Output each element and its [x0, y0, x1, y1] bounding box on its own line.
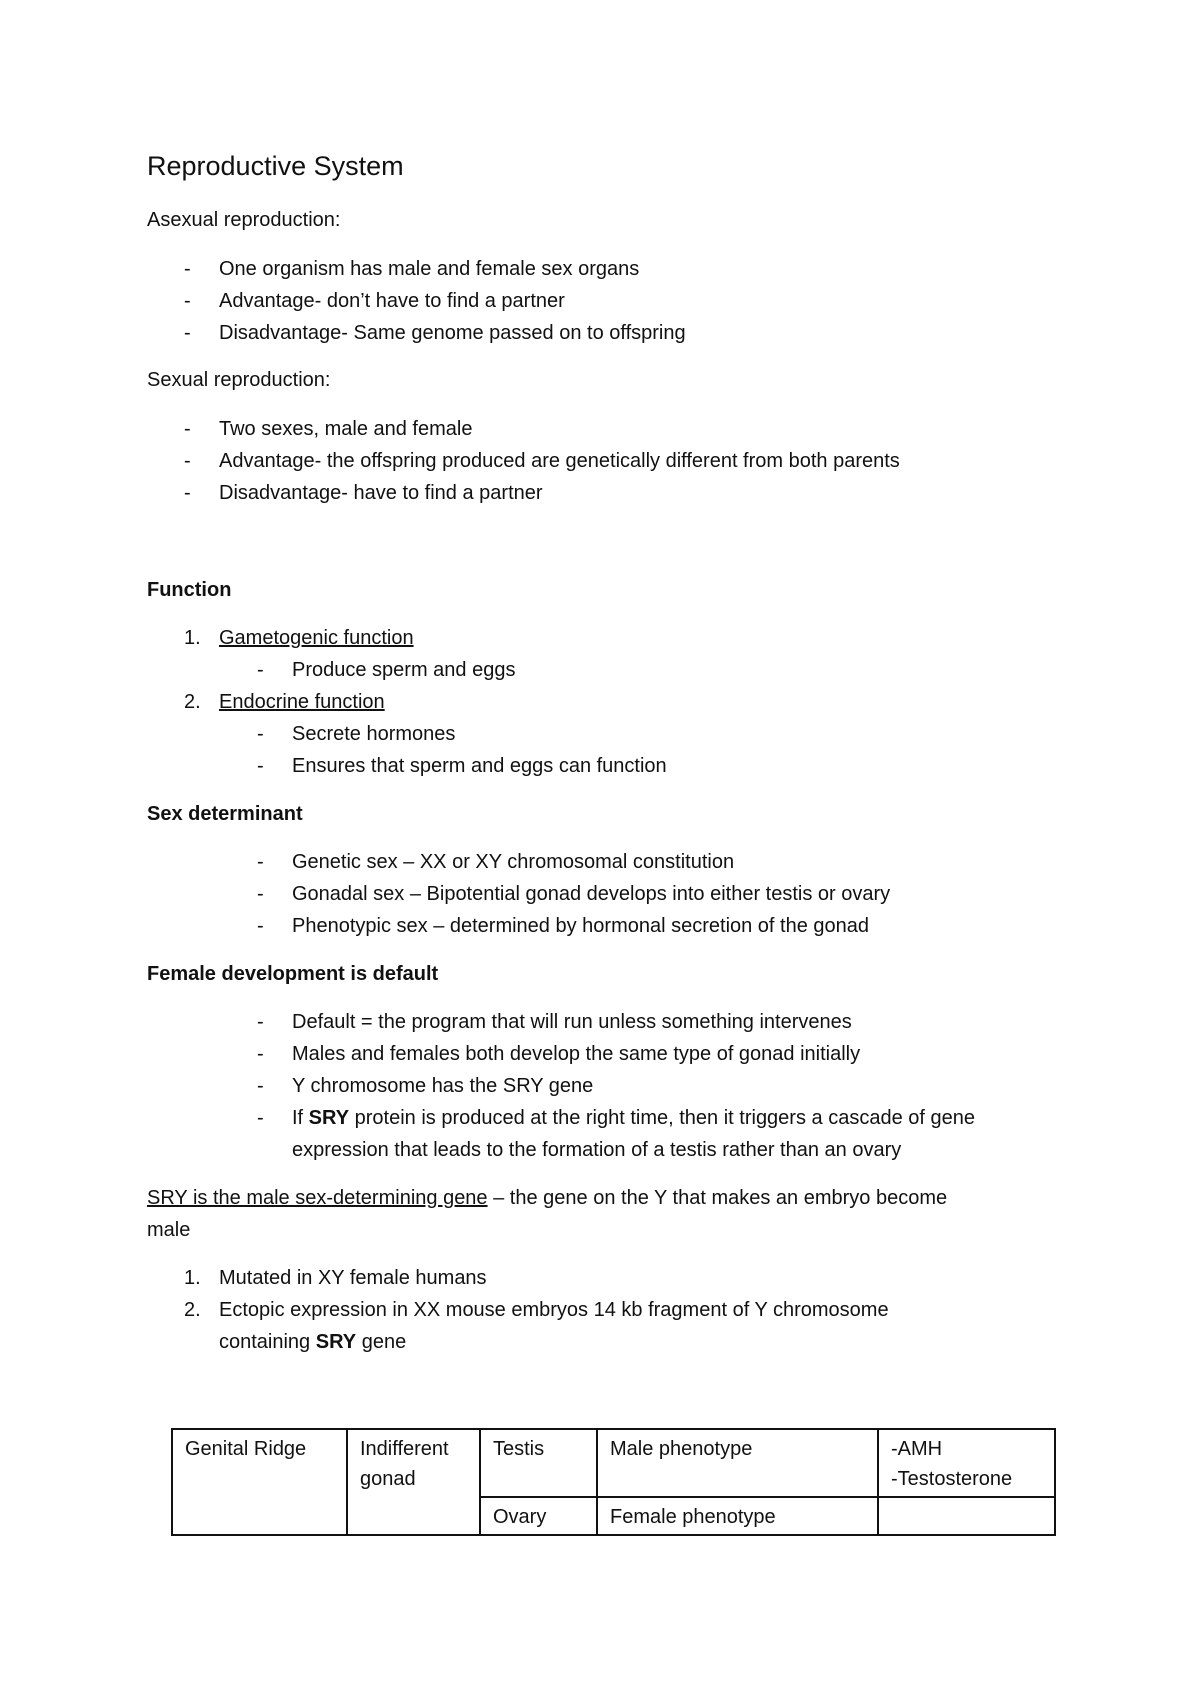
female-default-heading: Female development is default: [147, 963, 439, 985]
list-item: Advantage- don’t have to find a partner: [219, 290, 565, 312]
list-dash: -: [257, 755, 264, 777]
list-item: Y chromosome has the SRY gene: [292, 1075, 594, 1097]
text-run: containing: [219, 1331, 316, 1353]
sry-term: SRY: [315, 1331, 357, 1353]
list-item: Genetic sex – XX or XY chromosomal constitution: [292, 851, 735, 873]
list-dash: -: [257, 659, 264, 681]
list-item: Phenotypic sex – determined by hormonal secretion of the gonad: [292, 915, 870, 937]
sry-heading: [147, 1188, 947, 1208]
list-item: Secrete hormones: [292, 723, 456, 745]
text-run: If: [292, 1107, 309, 1129]
sry-heading-rest: – the gene on the Y that makes an embryo become: [487, 1187, 948, 1209]
table-row: [172, 1429, 1055, 1497]
text-run: protein is produced at the right time, then it triggers a cascade of gene: [349, 1107, 975, 1129]
text-run: gene: [356, 1331, 407, 1353]
table-cell: Genital Ridge: [172, 1429, 347, 1535]
sex-determinant-heading: Sex determinant: [147, 803, 303, 825]
table-cell: Testis: [480, 1429, 597, 1497]
sexual-heading: Sexual reproduction:: [147, 369, 331, 391]
list-number: 1.: [184, 1267, 201, 1289]
list-item-continuation: [219, 1332, 406, 1352]
list-number: 2.: [184, 691, 201, 713]
table-cell: [878, 1497, 1055, 1535]
list-item: Males and females both develop the same type of gonad initially: [292, 1043, 861, 1065]
sry-heading-underlined: SRY is the male sex-determining gene: [147, 1187, 488, 1209]
list-dash: -: [257, 883, 264, 905]
list-item: Two sexes, male and female: [219, 418, 473, 440]
list-dash: -: [257, 851, 264, 873]
list-number: 2.: [184, 1299, 201, 1321]
hormone-amh: -AMH: [891, 1438, 943, 1460]
table-cell: Female phenotype: [597, 1497, 878, 1535]
sry-term: SRY: [308, 1107, 350, 1129]
function-heading: Function: [147, 579, 232, 601]
list-dash: -: [257, 1107, 264, 1129]
list-dash: -: [184, 418, 191, 440]
list-item: Disadvantage- have to find a partner: [219, 482, 543, 504]
table-cell: Male phenotype: [597, 1429, 878, 1497]
list-dash: -: [184, 482, 191, 504]
list-item: Ensures that sperm and eggs can function: [292, 755, 667, 777]
list-item-continuation: expression that leads to the formation of a testis rather than an ovary: [292, 1139, 902, 1161]
table-cell: Ovary: [480, 1497, 597, 1535]
sry-heading-line2: male: [147, 1219, 191, 1241]
list-item: Disadvantage- Same genome passed on to offspring: [219, 322, 686, 344]
list-item: Gonadal sex – Bipotential gonad develops into either testis or ovary: [292, 883, 891, 905]
list-item: Advantage- the offspring produced are genetically different from both parents: [219, 450, 900, 472]
development-table: [171, 1428, 1056, 1536]
list-item: [292, 1108, 975, 1128]
list-dash: -: [184, 450, 191, 472]
table-cell: [878, 1429, 1055, 1497]
list-item: Default = the program that will run unless something intervenes: [292, 1011, 852, 1033]
list-dash: -: [257, 1043, 264, 1065]
list-item: Mutated in XY female humans: [219, 1267, 487, 1289]
list-dash: -: [184, 322, 191, 344]
page-title: Reproductive System: [147, 151, 404, 181]
list-item: Endocrine function: [219, 691, 385, 713]
list-dash: -: [184, 258, 191, 280]
list-dash: -: [257, 1075, 264, 1097]
list-number: 1.: [184, 627, 201, 649]
list-dash: -: [257, 915, 264, 937]
table-cell: Indifferent gonad: [347, 1429, 480, 1535]
list-item: Produce sperm and eggs: [292, 659, 516, 681]
list-dash: -: [257, 1011, 264, 1033]
list-item: One organism has male and female sex organs: [219, 258, 640, 280]
list-dash: -: [184, 290, 191, 312]
list-dash: -: [257, 723, 264, 745]
list-item: Gametogenic function: [219, 627, 414, 649]
asexual-heading: Asexual reproduction:: [147, 209, 341, 231]
list-item: Ectopic expression in XX mouse embryos 14 kb fragment of Y chromosome: [219, 1299, 889, 1321]
hormone-testosterone: -Testosterone: [891, 1468, 1013, 1490]
